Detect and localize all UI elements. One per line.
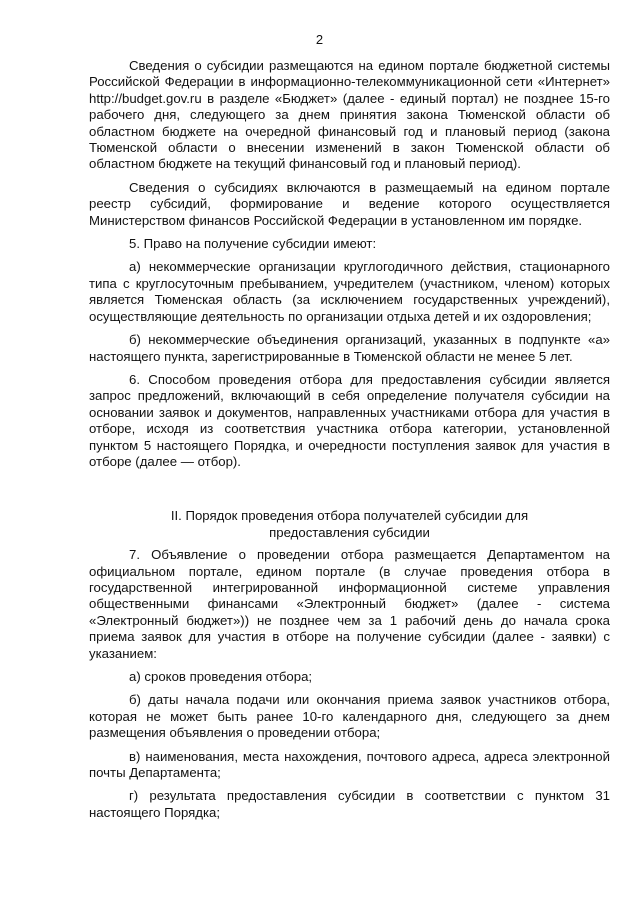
paragraph-point-5: 5. Право на получение субсидии имеют: [129, 236, 377, 252]
paragraph-point-5b: б) некоммерческие объединения организаций, указанных в подпункте «а» настоящего пункта, зарегистрированные в Тюменской области не менее 5 лет. [89, 332, 610, 364]
paragraph-point-7d: г) результата предоставления субсидии в соответствии с пунктом 31 настоящего Порядка; [89, 788, 610, 820]
section-heading-line2: предоставления субсидии [269, 524, 430, 540]
section-heading-line1: II. Порядок проведения отбора получателей субсидии для [170, 508, 529, 524]
paragraph-subsidy-registry: Сведения о субсидиях включаются в размещаемый на едином портале реестр субсидий, формирование и ведение которого осуществляется Министерством финансов Российской Федерации в установленном им порядке. [89, 179, 610, 228]
paragraph-point-7b: б) даты начала подачи или окончания приема заявок участников отбора, которая не может быть ранее 10-го календарного дня, следующего за днем размещения объявления о проведении отбора; [89, 692, 610, 741]
page-number: 2 [315, 32, 324, 47]
paragraph-budget-portal: Сведения о субсидии размещаются на едином портале бюджетной системы Российской Федерации в информационно-телекоммуникационной сети «Интернет» http://budget.gov.ru в разделе «Бюджет» (далее - единый портал) не позднее 15-го рабочего дня, следующего за днем принятия закона Тюменской области об областном бюджете на очередной финансовый год и плановый период (закона Тюменской области о внесении изменений в закон Тюменской области об областном бюджете на текущий финансовый год и плановый период). [89, 58, 610, 172]
paragraph-point-6: 6. Способом проведения отбора для предоставления субсидии является запрос предложений, включающий в себя определение получателя субсидии на основании заявок и документов, направленных участниками отбора для участия в отборе, исходя из соответствия участника отбора категории, установленной пунктом 5 настоящего Порядка, и очередности поступления заявок для участия в отборе (далее — отбор). [89, 371, 610, 469]
paragraph-point-5a: а) некоммерческие организации круглогодичного действия, стационарного типа с круглосуточным пребыванием, учредителем (участником, членом) которых является Тюменская область (за исключением государственных учреждений), осуществляющие деятельность по организации отдыха детей и их оздоровления; [89, 259, 610, 324]
paragraph-point-7c: в) наименования, места нахождения, почтового адреса, адреса электронной почты Департамента; [89, 748, 610, 781]
section-heading [89, 508, 610, 541]
paragraph-point-7: 7. Объявление о проведении отбора размещается Департаментом на официальном портале, едином портале (в случае проведения отбора в государственной интегрированной информационной системе управления общественными финансами «Электронный бюджет» (далее - система «Электронный бюджет»)) не позднее чем за 1 рабочий день до начала срока приема заявок для участия в отборе на получение субсидии (далее - заявки) с указанием: [89, 547, 610, 661]
paragraph-point-7a: а) сроков проведения отбора; [129, 669, 313, 684]
